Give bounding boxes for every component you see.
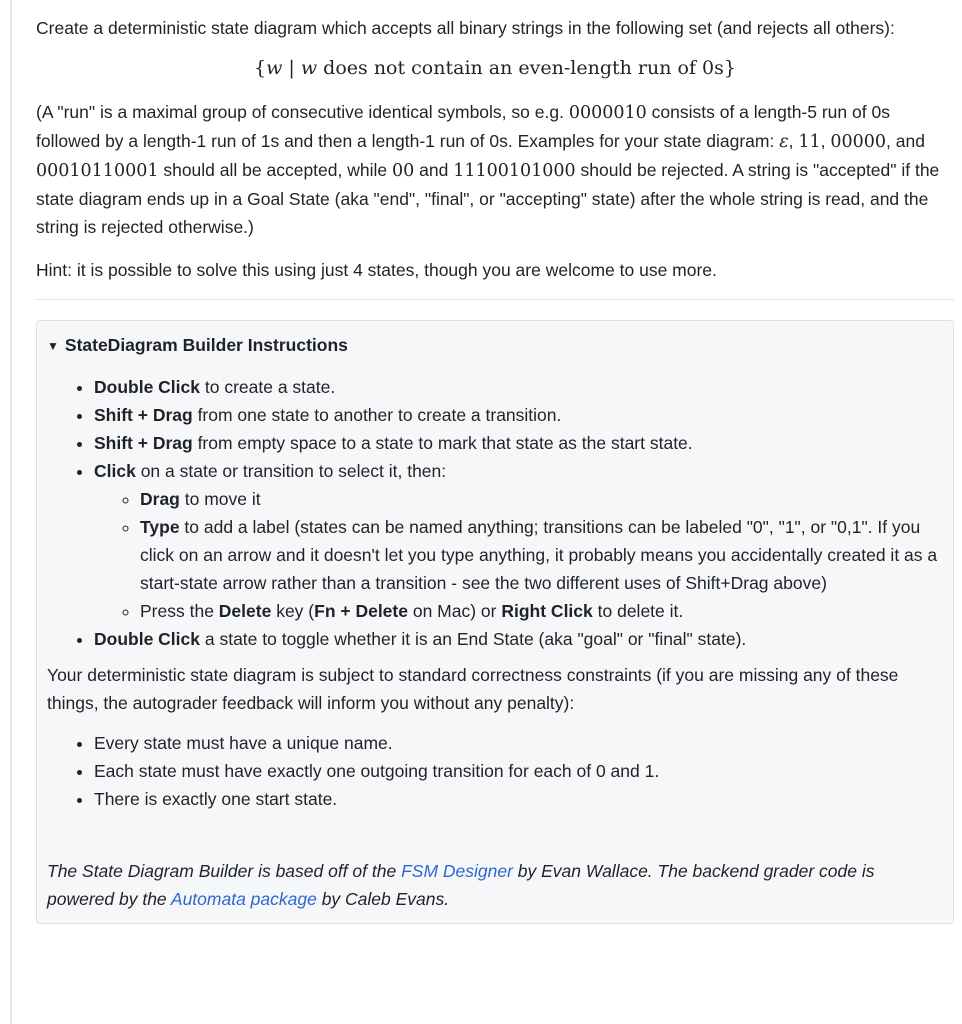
set-variable-2: w [300,57,318,79]
hint-paragraph: Hint: it is possible to solve this using just 4 states, though you are welcome to use more. [36,260,717,280]
instruction-bold: Double Click [94,377,200,397]
instruction-bold: Double Click [94,629,200,649]
instruction-subitem [140,485,943,513]
left-border [10,0,12,1024]
credit-text-b: by Evan Wallace. The backend grader code is powered by the [47,861,875,909]
run-text-c: should all be accepted, while [158,160,392,180]
run-explanation [36,98,954,241]
sep2: , [820,131,826,151]
constraint-item: • There is exactly one start state. [94,785,943,813]
constraints-list [47,729,943,813]
set-bar: | [282,57,301,79]
instruction-bold: Click [94,461,136,481]
question-content [36,14,954,924]
intro-paragraph [36,14,954,42]
instructions-title: StateDiagram Builder Instructions [64,335,348,355]
and-text: and [414,160,454,180]
instruction-text: to delete it. [592,601,684,621]
constraint-item: • Each state must have exactly one outgoing transition for each of 0 and 1. [94,757,943,785]
run-text-d: should be rejected. A string is "accepted" if the state diagram ends up in a Goal State (aka "end", "final", or "accepting" state) after the whole string is read, and the string is rejected otherwise.) [36,160,940,237]
instruction-text: to create a state. [200,377,336,397]
epsilon: ε [779,132,789,152]
instruction-text: from one state to another to create a transition. [192,405,562,425]
constraint-item: • Every state must have a unique name. [94,729,943,757]
intro-text: Create a deterministic state diagram which accepts all binary strings in the following set (and rejects all others): [36,18,895,38]
triangle-down-icon: ▼ [47,339,59,353]
run-text-b: consists of a length-5 run of 0s followed by a length-1 run of 1s and then a length-1 run of 0s. Examples for your state diagram: [36,102,890,151]
instruction-subitem [140,513,943,597]
sep1: , [788,131,799,151]
instruction-bold: Delete [218,601,272,621]
instruction-text: on a state or transition to select it, then: [135,461,447,481]
credit-text-c: by Caleb Evans. [316,889,450,909]
example-accepted-long: 00010110001 [36,161,159,181]
instruction-item [94,429,943,457]
example-rejected: 11100101000 [453,161,576,181]
fsm-designer-link[interactable]: FSM Designer [401,861,513,881]
instruction-sublist [94,485,943,625]
set-open-brace: { [254,57,267,79]
set-variable: w [266,57,283,79]
instruction-text: key ( [271,601,315,621]
instructions-list [47,373,943,653]
instruction-item [94,373,943,401]
constraints-intro: Your deterministic state diagram is subject to standard correctness constraints (if you are missing any of these things, the autograder feedback will inform you without any penalty): [47,665,899,713]
set-definition [36,52,954,84]
credit-text-a: The State Diagram Builder is based off of the [47,861,402,881]
set-close-brace: } [723,57,736,79]
instruction-text: to add a label (states can be named anything; transitions can be labeled "0", "1", or "0,1". If you click on an arrow and it doesn't let you type anything, it probably means you accidentally created it as a start-state arrow rather than a transition - see the two different uses of Shift+Drag above) [140,517,938,593]
instruction-text: a state to toggle whether it is an End State (aka "goal" or "final" state). [200,629,747,649]
instruction-bold: Shift + Drag [94,433,193,453]
instruction-subitem [140,597,943,625]
instruction-item [94,401,943,429]
credit-paragraph [47,857,943,913]
divider [36,299,954,300]
sep3: , and [886,131,925,151]
run-text-a: (A "run" is a maximal group of consecutive identical symbols, so e.g. [36,102,569,122]
instruction-bold: Fn + Delete [314,601,408,621]
instruction-bold: Type [140,517,180,537]
instruction-item [94,625,943,653]
example-00000: 00000 [830,132,887,152]
instruction-bold: Drag [140,489,180,509]
run-example: 0000010 [568,103,647,123]
instruction-text: on Mac) or [407,601,502,621]
instruction-text: from empty space to a state to mark that state as the start state. [192,433,693,453]
instructions-toggle[interactable] [47,327,943,373]
automata-package-link[interactable]: Automata package [170,889,317,909]
instruction-text: Press the [140,601,219,621]
instruction-item [94,457,943,625]
instruction-text: to move it [179,489,261,509]
instruction-bold: Right Click [501,601,593,621]
instruction-bold: Shift + Drag [94,405,193,425]
set-condition: does not contain an even-length run of 0s [317,57,724,79]
example-00: 00 [391,161,415,181]
example-11: 11 [798,132,821,152]
instructions-panel [36,320,954,924]
